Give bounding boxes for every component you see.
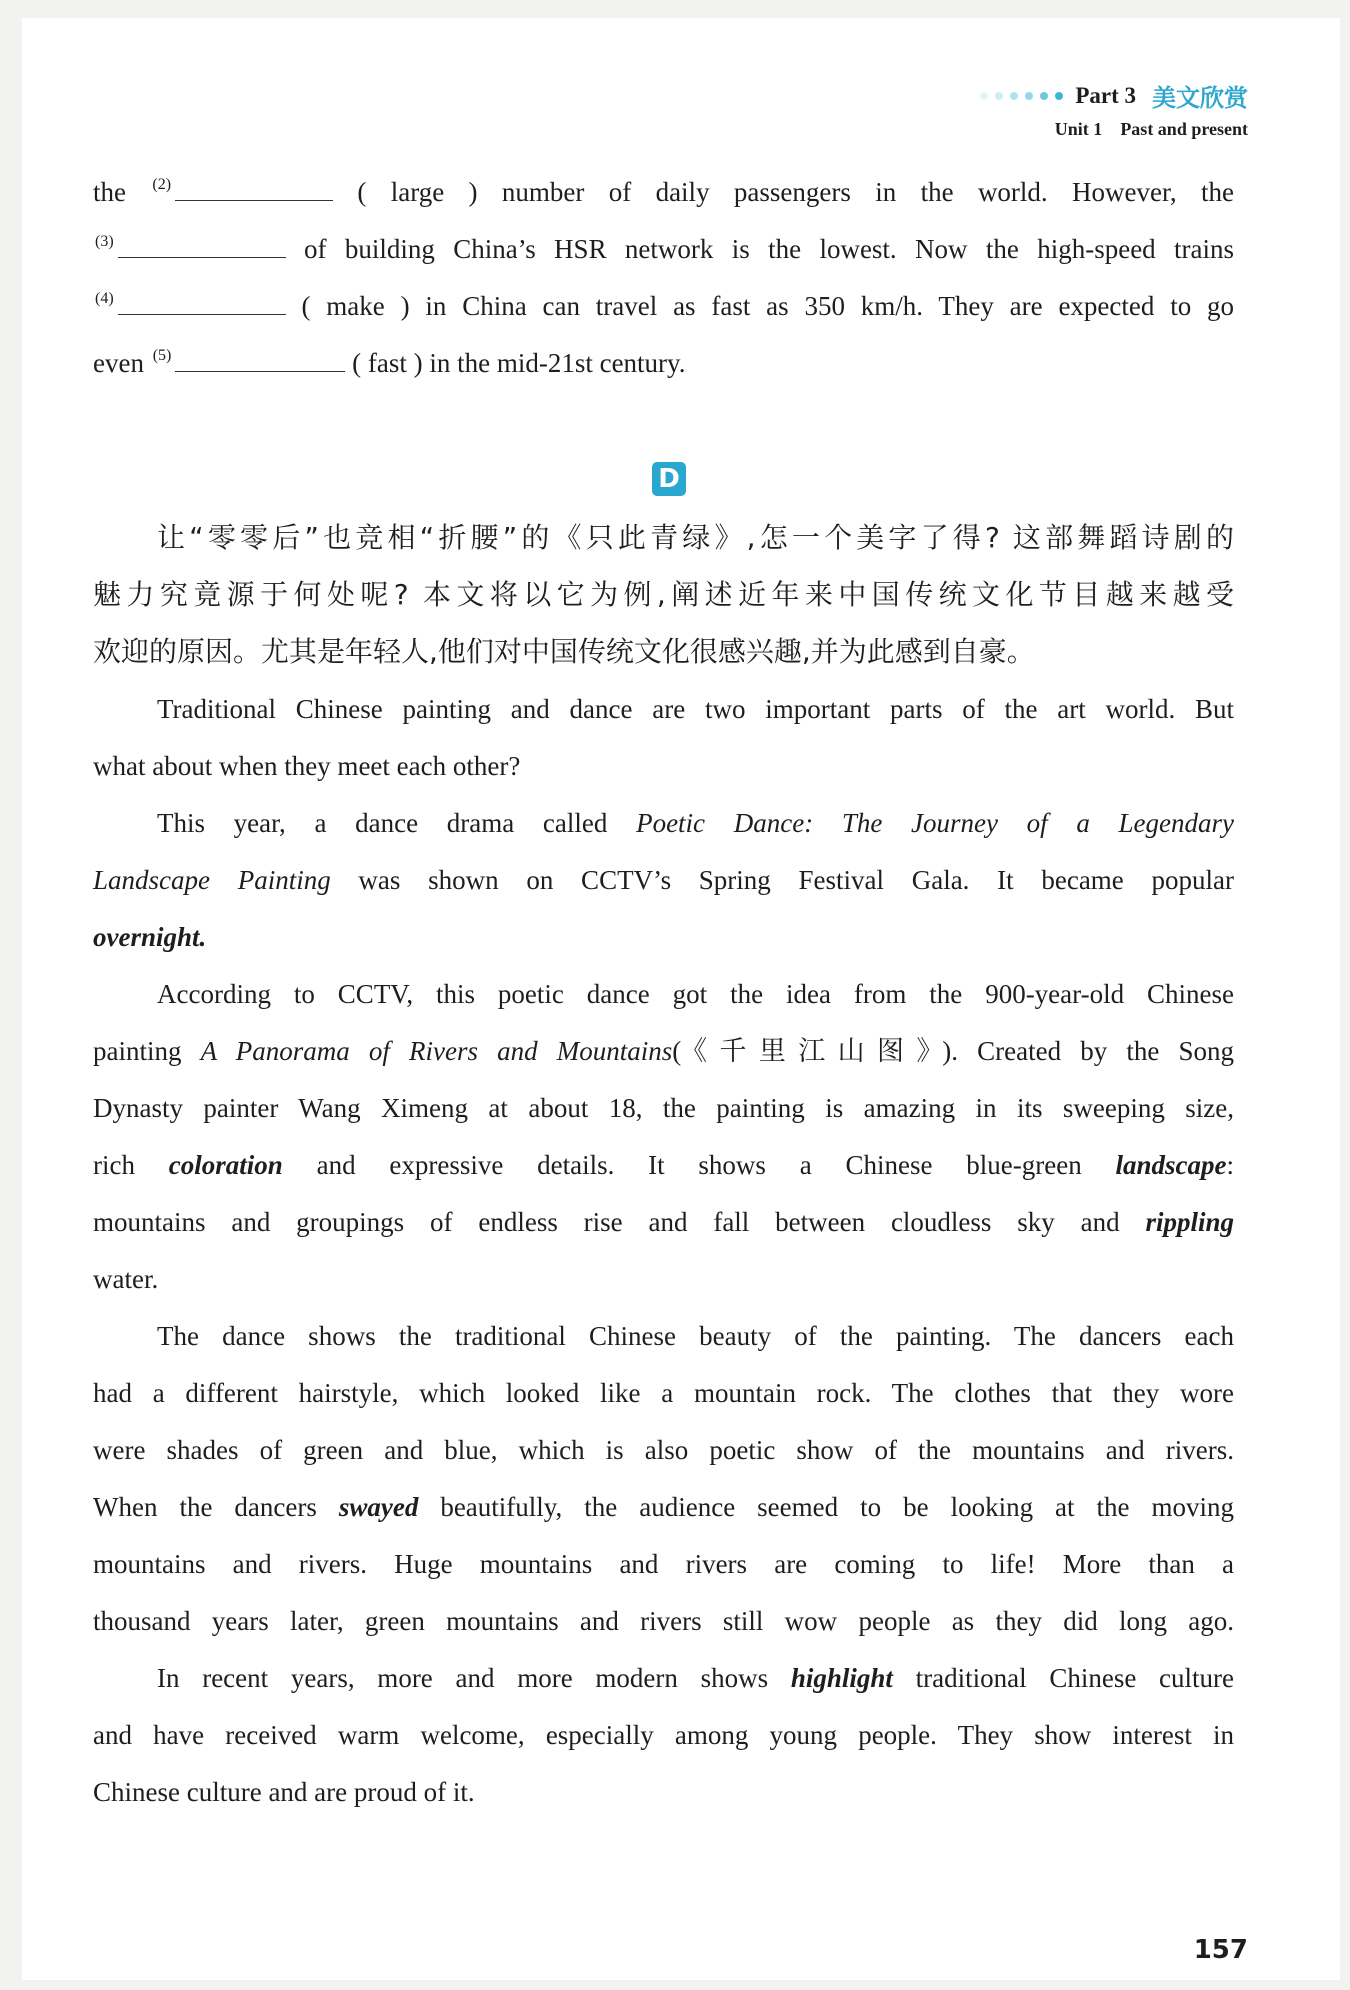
paragraph-3-line: mountains and groupings of endless rise and fall between cloudless sky and rippling xyxy=(93,1207,1234,1237)
paragraph-1-line: Traditional Chinese painting and dance are two important parts of the art world. But xyxy=(157,694,1234,724)
answer-blank-3[interactable] xyxy=(118,256,286,258)
exercise-line-3: $^{(4)}$ ( make ) in China can travel as fast as 350 km/h. They are expected to go xyxy=(95,290,1235,321)
paragraph-4-line: thousand years later, green mountains and rivers still wow people as they did long ago. xyxy=(93,1606,1234,1636)
paragraph-3-line: According to CCTV, this poetic dance got the idea from the 900-year-old Chinese xyxy=(157,979,1234,1009)
unit-title: Past and present xyxy=(1120,119,1248,139)
vocab-word: landscape xyxy=(1115,1150,1227,1180)
part-label: Part 3 xyxy=(1075,82,1136,108)
exercise-line-4: even $^{(5)}$ ( fast ) in the mid-21st century. xyxy=(93,347,686,378)
paragraph-5-line: In recent years, more and more modern shows highlight traditional Chinese culture xyxy=(157,1663,1235,1693)
painting-title: A Panorama of Rivers and Mountains xyxy=(200,1036,673,1066)
paragraph-5-line: Chinese culture and are proud of it. xyxy=(93,1777,475,1807)
paragraph-4-line: When the dancers swayed beautifully, the audience seemed to be looking at the moving xyxy=(93,1492,1234,1522)
paragraph-5-line: and have received warm welcome, especially among young people. They show interest in xyxy=(93,1720,1234,1750)
page-header xyxy=(980,78,1248,140)
section-title-cn: 美文欣赏 xyxy=(1152,84,1248,112)
exercise-line-2: $^{(3)}$ of building China’s HSR network is the lowest. Now the high-speed trains xyxy=(95,233,1235,264)
paragraph-2-line xyxy=(93,909,1234,966)
paragraph-4-line: were shades of green and blue, which is also poetic show of the mountains and rivers. xyxy=(93,1435,1234,1465)
work-title: Landscape Painting xyxy=(93,865,331,895)
vocab-word: overnight. xyxy=(93,922,207,952)
fill-in-exercise xyxy=(93,156,1234,384)
answer-blank-4[interactable] xyxy=(118,313,286,315)
vocab-word: coloration xyxy=(168,1150,283,1180)
intro-cn-line: 欢迎的原因。尤其是年轻人,他们对中国传统文化很感兴趣,并为此感到自豪。 xyxy=(93,635,1035,668)
decorative-dots xyxy=(980,92,1063,100)
paragraph-4-line: mountains and rivers. Huge mountains and rivers are coming to life! More than a xyxy=(93,1549,1234,1579)
vocab-word: highlight xyxy=(790,1663,893,1693)
page-number: 157 xyxy=(1193,1935,1248,1965)
intro-cn xyxy=(93,509,1234,680)
section-d-badge: D xyxy=(652,462,686,496)
intro-cn-line: 魅力究竟源于何处呢? 本文将以它为例,阐述近年来中国传统文化节目越来越受 xyxy=(93,578,1234,611)
paragraph-3-line: water. xyxy=(93,1264,159,1294)
paragraph-4-line: had a different hairstyle, which looked like a mountain rock. The clothes that they wore xyxy=(93,1378,1234,1408)
answer-blank-5[interactable] xyxy=(175,370,345,372)
exercise-line-1: the $^{(2)}$ ( large ) number of daily passengers in the world. However, the xyxy=(93,176,1235,207)
paragraph-4-line: The dance shows the traditional Chinese beauty of the painting. The dancers each xyxy=(157,1321,1234,1351)
paragraph-3-line: Dynasty painter Wang Ximeng at about 18, the painting is amazing in its sweeping size, xyxy=(93,1093,1234,1123)
paragraph-2-line: Landscape Painting was shown on CCTV’s Spring Festival Gala. It became popular xyxy=(93,865,1234,895)
unit-label: Unit 1 xyxy=(1054,119,1103,139)
paragraph-3-line: painting A Panorama of Rivers and Mountains(《千里江山图》). Created by the Song xyxy=(93,1036,1235,1066)
work-title: Poetic Dance: The Journey of a Legendary xyxy=(636,808,1235,838)
paragraph-1-line: what about when they meet each other? xyxy=(93,751,521,781)
vocab-word: rippling xyxy=(1145,1207,1234,1237)
answer-blank-2[interactable] xyxy=(175,199,333,201)
paragraph-2-line: This year, a dance drama called Poetic Dance: The Journey of a Legendary xyxy=(157,808,1235,838)
passage xyxy=(93,681,1234,1821)
vocab-word: swayed xyxy=(338,1492,419,1522)
intro-cn-line: 让“零零后”也竞相“折腰”的《只此青绿》,怎一个美字了得? 这部舞蹈诗剧的 xyxy=(157,521,1234,554)
paragraph-3-line: rich coloration and expressive details. It shows a Chinese blue-green landscape: xyxy=(93,1150,1235,1180)
